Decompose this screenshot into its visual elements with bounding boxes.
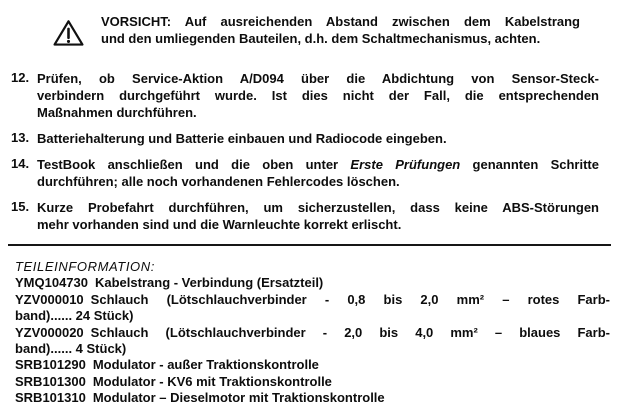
part-entry — [15, 390, 610, 406]
text-line — [37, 130, 599, 147]
step-number: 15. — [11, 199, 30, 214]
text-segment: VORSICHT: Auf ausreichenden Abstand zwischen dem Kabelstrang — [101, 14, 580, 29]
part-description: Modulator – Dieselmotor mit Traktionskontrolle — [92, 390, 385, 406]
part-number: SRB101310 — [15, 390, 86, 406]
text-segment: durchführen; alle noch vorhandenen Fehlercodes löschen. — [37, 174, 400, 189]
step-text — [37, 70, 599, 121]
steps-list — [0, 70, 620, 233]
text-line — [101, 30, 580, 47]
part-line — [15, 325, 610, 341]
text-segment: und den umliegenden Bauteilen, d.h. dem Schaltmechanismus, achten. — [101, 31, 541, 46]
text-line — [37, 70, 599, 87]
step-item — [0, 199, 620, 233]
part-line — [15, 374, 610, 390]
step-text — [37, 199, 599, 233]
part-number: YZV000010 — [15, 291, 84, 307]
text-segment: genannten Schritte — [460, 157, 599, 172]
text-segment: Prüfen, ob Service-Aktion A/D094 über die Abdichtung von Sensor-Steck- — [37, 71, 599, 86]
separator-line — [8, 244, 611, 246]
part-description: Schlauch (Lötschlauchverbinder - 0,8 bis 2,0 mm² – rotes Farb- — [90, 291, 610, 307]
text-segment: verbindern durchgeführt wurde. Ist dies nicht der Fall, die entsprechenden — [37, 88, 599, 103]
part-number: SRB101290 — [15, 357, 86, 373]
warning-text — [101, 13, 580, 48]
part-number: YMQ104730 — [15, 275, 88, 291]
text-segment: TestBook anschließen und die oben unter — [37, 157, 351, 172]
step-item — [0, 70, 620, 121]
step-text — [37, 156, 599, 190]
part-entry — [15, 374, 610, 390]
text-line — [37, 216, 599, 233]
text-line — [37, 87, 599, 104]
text-segment: Kurze Probefahrt durchführen, um sicherzustellen, dass keine ABS-Störungen — [37, 200, 599, 215]
parts-section — [15, 259, 610, 407]
part-number: SRB101300 — [15, 373, 86, 389]
part-entry — [15, 357, 610, 373]
text-line — [37, 199, 599, 216]
italic-text: Erste Prüfungen — [350, 157, 461, 172]
step-number: 13. — [11, 130, 30, 145]
part-line — [15, 275, 610, 291]
part-entry — [15, 275, 610, 291]
step-number: 12. — [11, 70, 30, 85]
part-entry — [15, 325, 610, 358]
part-description: Schlauch (Lötschlauchverbinder - 2,0 bis 4,0 mm² – blaues Farb- — [90, 324, 610, 340]
text-segment: Batteriehalterung und Batterie einbauen und Radiocode eingeben. — [37, 131, 447, 146]
part-entry — [15, 292, 610, 325]
text-segment: mehr vorhanden sind und die Warnleuchte korrekt erlischt. — [37, 217, 402, 232]
part-description: Modulator - außer Traktionskontrolle — [92, 357, 319, 373]
part-line — [15, 292, 610, 308]
text-line — [101, 13, 580, 30]
part-line-continuation: band)...... 24 Stück) — [15, 308, 134, 324]
text-line — [37, 104, 599, 121]
parts-heading: TEILEINFORMATION: — [15, 259, 155, 274]
step-number: 14. — [11, 156, 30, 171]
warning-triangle-icon — [52, 18, 85, 48]
warning-block — [0, 0, 620, 48]
part-line-continuation: band)...... 4 Stück) — [15, 341, 127, 357]
text-segment: Maßnahmen durchführen. — [37, 105, 197, 120]
step-item — [0, 130, 620, 147]
text-line — [37, 173, 599, 190]
parts-list — [15, 275, 610, 406]
part-line — [15, 390, 610, 406]
part-number: YZV000020 — [15, 324, 84, 340]
part-description: Kabelstrang - Verbindung (Ersatzteil) — [95, 275, 324, 291]
text-line — [37, 156, 599, 173]
part-description: Modulator - KV6 mit Traktionskontrolle — [92, 373, 332, 389]
part-line — [15, 357, 610, 373]
step-item — [0, 156, 620, 190]
step-text — [37, 130, 599, 147]
